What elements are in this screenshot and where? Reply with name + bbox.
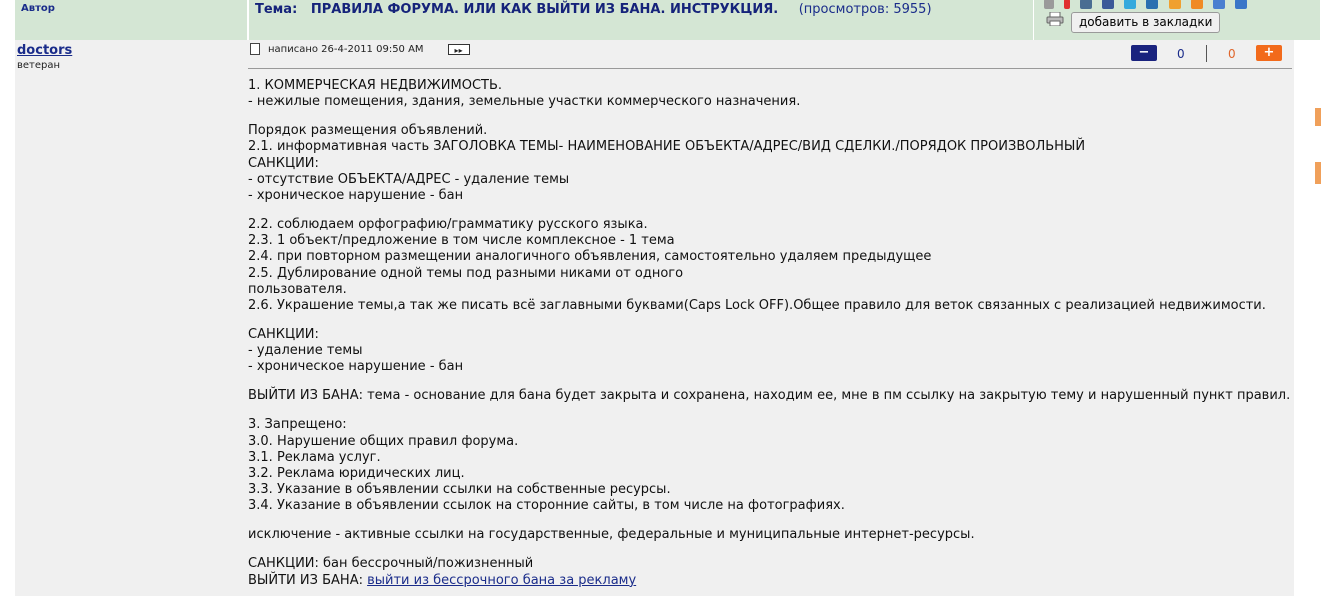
text-line: САНКЦИИ: bbox=[248, 155, 319, 171]
rating-divider bbox=[1206, 45, 1207, 62]
paragraph-posting-order bbox=[248, 123, 1298, 204]
text-line: ВЫЙТИ ИЗ БАНА: тема - основание для бана будет закрыта и сохранена, находим ее, мне в пм ссылку на закрытую тему и нарушенный пункт правил. bbox=[248, 388, 1291, 404]
delicious-icon[interactable] bbox=[1235, 0, 1247, 9]
scroll-edge-mark bbox=[1315, 108, 1321, 126]
author-name-link[interactable]: doctors bbox=[17, 43, 73, 58]
google-icon[interactable] bbox=[1213, 0, 1225, 9]
print-icon[interactable] bbox=[1046, 12, 1064, 26]
odnoklassniki-icon[interactable] bbox=[1191, 0, 1203, 9]
topic-title-text: ПРАВИЛА ФОРУМА. ИЛИ КАК ВЫЙТИ ИЗ БАНА. ИНСТРУКЦИЯ. bbox=[310, 2, 779, 17]
text-line: 3.4. Указание в объявлении ссылок на сторонние сайты, в том числе на фотографиях. bbox=[248, 498, 845, 514]
text-line: - отсутствие ОБЪЕКТА/АДРЕС - удаление темы bbox=[248, 171, 570, 187]
negative-count: 0 bbox=[1177, 47, 1185, 61]
share-icon[interactable] bbox=[1044, 0, 1054, 9]
text-line: 3.3. Указание в объявлении ссылки на собственные ресурсы. bbox=[248, 482, 671, 498]
social-icons-row bbox=[1044, 0, 1252, 4]
text-line: - хроническое нарушение - бан bbox=[248, 359, 464, 375]
paragraph-sanctions bbox=[248, 327, 1298, 376]
lj-icon[interactable] bbox=[1146, 0, 1158, 9]
text-line: 3.0. Нарушение общих правил форума. bbox=[248, 433, 519, 449]
text-line: 3. Запрещено: bbox=[248, 417, 347, 433]
paragraph-forbidden bbox=[248, 417, 1298, 514]
share-panel bbox=[1033, 0, 1321, 40]
rate-up-button[interactable]: + bbox=[1256, 45, 1282, 61]
twitter-icon[interactable] bbox=[1124, 0, 1136, 9]
text-line: - хроническое нарушение - бан bbox=[248, 188, 464, 204]
paragraph-final-sanctions bbox=[248, 556, 1298, 588]
facebook-icon[interactable] bbox=[1102, 0, 1114, 9]
text-line: - удаление темы bbox=[248, 343, 363, 359]
post-content bbox=[248, 78, 1298, 602]
scroll-edge-mark bbox=[1315, 162, 1321, 184]
text-line: САНКЦИИ: bbox=[248, 327, 319, 343]
text-line: 2.2. соблюдаем орфографию/грамматику русского языка. bbox=[248, 217, 648, 233]
author-column-label: Автор bbox=[21, 3, 55, 14]
quote-icon[interactable]: ▸▸ bbox=[448, 44, 470, 55]
post-document-icon bbox=[250, 43, 260, 55]
yandex-icon[interactable] bbox=[1064, 0, 1070, 9]
add-bookmark-button[interactable]: добавить в закладки bbox=[1071, 12, 1220, 33]
mail-icon[interactable] bbox=[1169, 0, 1181, 9]
text-line: 2.4. при повторном размещении аналогичного объявления, самостоятельно удаляем предыдущее bbox=[248, 249, 932, 265]
exit-ban-link[interactable]: выйти из бессрочного бана за рекламу bbox=[367, 572, 637, 588]
paragraph-exit-ban bbox=[248, 388, 1298, 404]
positive-count: 0 bbox=[1228, 47, 1236, 61]
paragraph-rules-2 bbox=[248, 217, 1298, 314]
paragraph-exception bbox=[248, 527, 1298, 543]
view-count: (просмотров: 5955) bbox=[798, 2, 932, 17]
post-meta bbox=[250, 43, 470, 55]
exit-ban-label: ВЫЙТИ ИЗ БАНА: bbox=[248, 572, 363, 588]
author-column-header bbox=[15, 0, 249, 40]
text-line: 3.2. Реклама юридических лиц. bbox=[248, 466, 465, 482]
post-date: написано 26-4-2011 09:50 AM bbox=[268, 43, 424, 55]
text-line: 2.6. Украшение темы,а так же писать всё заглавными буквами(Caps Lock OFF).Общее правило для веток связанных с реализацией недвижимости. bbox=[248, 298, 1266, 314]
text-line: Порядок размещения объявлений. bbox=[248, 123, 488, 139]
text-line: исключение - активные ссылки на государственные, федеральные и муниципальные интернет-ресурсы. bbox=[248, 527, 975, 543]
author-rank: ветеран bbox=[17, 60, 61, 71]
text-line: САНКЦИИ: бан бессрочный/пожизненный bbox=[248, 556, 534, 572]
text-line: 1. КОММЕРЧЕСКАЯ НЕДВИЖИМОСТЬ. bbox=[248, 78, 503, 93]
topic-title bbox=[255, 2, 932, 17]
post-divider bbox=[248, 68, 1292, 69]
text-line: 2.1. информативная часть ЗАГОЛОВКА ТЕМЫ- НАИМЕНОВАНИЕ ОБЪЕКТА/АДРЕС/ВИД СДЕЛКИ./ПОРЯДОК ПРОИЗВОЛЬНЫЙ bbox=[248, 139, 1086, 155]
paragraph-commercial-property bbox=[248, 78, 1298, 110]
topic-prefix: Тема: bbox=[255, 2, 298, 17]
vk-icon[interactable] bbox=[1080, 0, 1092, 9]
text-line: 2.3. 1 объект/предложение в том числе комплексное - 1 тема bbox=[248, 233, 675, 249]
text-line: - нежилые помещения, здания, земельные участки коммерческого назначения. bbox=[248, 94, 801, 110]
text-line: 2.5. Дублирование одной темы под разными никами от одного bbox=[248, 265, 684, 281]
text-line: пользователя. bbox=[248, 281, 347, 297]
rate-down-button[interactable]: − bbox=[1131, 45, 1157, 61]
text-line: 3.1. Реклама услуг. bbox=[248, 449, 381, 465]
